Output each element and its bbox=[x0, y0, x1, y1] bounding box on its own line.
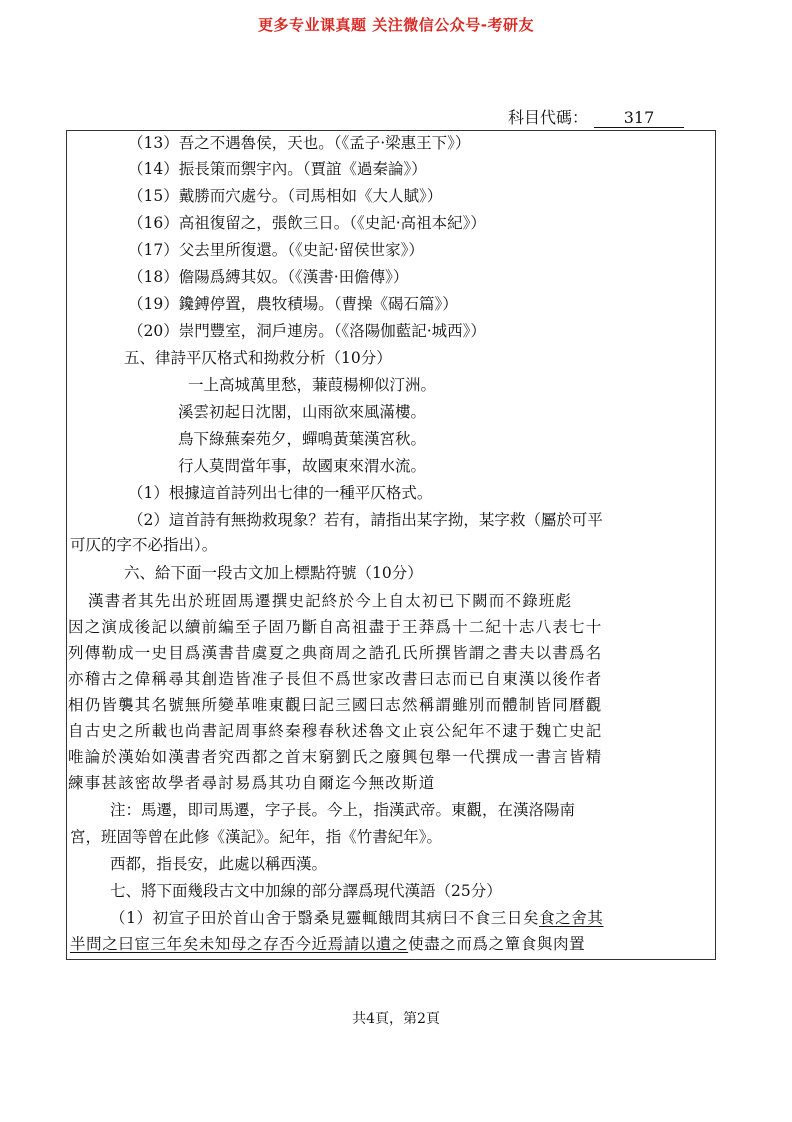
section5-q2b: 可仄的字不必指出）。 bbox=[70, 536, 218, 554]
passage-line-8: 練事甚該密故學者尋討易爲其功自爾迄今無改斯道 bbox=[68, 774, 436, 792]
poem-line-2: 溪雲初起日沈閣，山雨欲來風滿樓。 bbox=[178, 403, 427, 421]
passage-line-7: 唯論於漢始如漢書者究西都之首末窮劉氏之廢興包舉一代撰成一書言皆精 bbox=[68, 748, 603, 766]
section5-q2a: （2）這首詩有無拗救現象？若有，請指出某字拗，某字救（屬於可平 bbox=[128, 511, 603, 529]
section7-p1 bbox=[110, 911, 603, 927]
passage-line-2: 因之演成後記以續前編至子固乃斷自高祖盡于王莽爲十二紀十志八表七十 bbox=[68, 618, 603, 636]
section7-p2-underlined: 半問之曰宦三年矣未知母之存否今近焉請以遺之 bbox=[70, 935, 409, 953]
page-footer: 共4頁，第2頁 bbox=[352, 1011, 440, 1027]
subject-code-label: 科目代碼： bbox=[508, 108, 589, 127]
item-19: （19）鑱鎛停置，農牧積場。（曹操《碣石篇》） bbox=[128, 295, 458, 313]
note-line-1: 注：馬遷，即司馬遷，字子長。今上，指漢武帝。東觀，在漢洛陽南 bbox=[110, 801, 576, 819]
section7-p1-underlined: 食之舍其 bbox=[539, 909, 604, 927]
section6-heading: 六、給下面一段古文加上標點符號（10分） bbox=[124, 564, 423, 582]
item-14: （14）振長策而禦宇內。（賈誼《過秦論》） bbox=[128, 160, 427, 178]
item-17: （17）父去里所復還。（《史記·留侯世家》） bbox=[128, 241, 424, 259]
poem-line-4: 行人莫問當年事，故國東來渭水流。 bbox=[178, 457, 427, 475]
passage-line-4: 亦稽古之偉稱尋其創造皆准子長但不爲世家改書曰志而已自東漢以後作者 bbox=[68, 670, 603, 688]
section5-heading: 五、律詩平仄格式和拗救分析（10分） bbox=[124, 349, 392, 367]
item-20: （20）崇門豐室，洞戶連房。（《洛陽伽藍記·城西》） bbox=[128, 322, 486, 340]
note-line-3: 西都，指長安，此處以稱西漢。 bbox=[110, 855, 328, 873]
section7-p1-text: （1）初宣子田於首山舍于翳桑見靈輒餓問其病曰不食三日矣 bbox=[110, 909, 540, 927]
item-15: （15）戴勝而穴處兮。（司馬相如《大人賦》） bbox=[128, 187, 443, 205]
subject-code bbox=[508, 105, 684, 128]
item-18: （18）儋陽爲縛其奴。（《漢書·田儋傳》） bbox=[128, 268, 409, 286]
poem-line-1: 一上高城萬里愁，蒹葭楊柳似汀洲。 bbox=[188, 376, 437, 394]
promo-banner: 更多专业课真题 关注微信公众号-考研友 bbox=[258, 16, 534, 34]
section7-heading: 七、將下面幾段古文中加線的部分譯爲現代漢語（25分） bbox=[110, 882, 502, 900]
section7-p2-text: 使盡之而爲之簞食與肉置 bbox=[408, 935, 586, 953]
passage-line-6: 自古史之所載也尚書記周事終秦穆春秋述魯文止哀公紀年不逮于魏亡史記 bbox=[68, 722, 603, 740]
passage-line-1: 漢書者其先出於班固馬遷撰史記終於今上自太初已下闕而不錄班彪 bbox=[88, 592, 573, 610]
poem-line-3: 鳥下綠蕪秦苑夕，蟬鳴黃葉漢宮秋。 bbox=[178, 430, 427, 448]
note-line-2: 宮，班固等曾在此修《漢記》。紀年，指《竹書紀年》。 bbox=[70, 828, 443, 846]
item-13: （13）吾之不遇魯侯，天也。（《孟子·梁惠王下》） bbox=[128, 134, 471, 152]
subject-code-value: 317 bbox=[594, 108, 684, 128]
section7-p2 bbox=[70, 937, 585, 953]
passage-line-5: 相仍皆襲其名號無所變革唯東觀曰記三國曰志然稱謂雖別而體制皆同曆觀 bbox=[68, 696, 603, 714]
section5-q1: （1）根據這首詩列出七律的一種平仄格式。 bbox=[128, 484, 433, 502]
item-16: （16）高祖復留之，張飲三日。（《史記·高祖本紀》） bbox=[128, 214, 486, 232]
passage-line-3: 列傳勒成一史目爲漢書昔虞夏之典商周之誥孔氏所撰皆謂之書夫以書爲名 bbox=[68, 644, 603, 662]
